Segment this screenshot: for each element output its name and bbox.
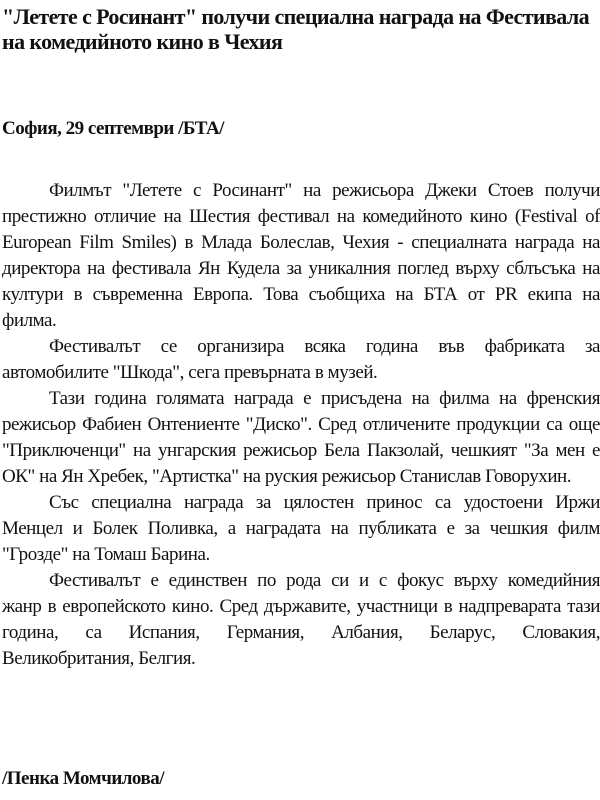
paragraph-line: култури в съвременна Европа. Това съобщиха на БТА от PR екипа на — [2, 284, 600, 305]
paragraph-line: Със специална награда за цялостен принос са удостоени Иржи — [49, 492, 600, 513]
author-signature: /Пенка Момчилова/ — [2, 768, 164, 789]
paragraph-line: Фестивалът е единствен по рода си и с фокус върху комедийния — [49, 570, 600, 591]
paragraph-line: "Гроздe" на Томаш Барина. — [2, 544, 210, 565]
paragraph-line: престижно отличие на Шестия фестивал на комедийното кино (Festival of — [2, 206, 600, 227]
paragraph — [2, 386, 600, 490]
paragraph-line: European Film Smiles) в Млада Болеслав, Чехия - специалната награда на — [2, 232, 600, 253]
paragraph-line: Фестивалът се организира всяка година във фабриката за — [49, 336, 600, 357]
paragraph-line: ОК" на Ян Хребек, "Артистка" на руския режисьор Станислав Говорухин. — [2, 466, 572, 487]
paragraph-line: Менцел и Болек Поливка, а наградата на публиката е за чешкия филм — [2, 518, 600, 539]
article-title — [2, 4, 600, 54]
paragraph — [2, 334, 600, 386]
paragraph-line: Великобритания, Белгия. — [2, 648, 196, 669]
paragraph-line: година, са Испания, Германия, Албания, Беларус, Словакия, — [2, 622, 600, 643]
paragraph-line: "Приключенци" на унгарския режисьор Бела Пакзолай, чешкият "За мен е — [2, 440, 600, 461]
title-line: на комедийното кино в Чехия — [2, 29, 283, 54]
article-body — [2, 178, 600, 672]
paragraph-line: автомобилите "Шкода", сега превърната в музей. — [2, 362, 378, 383]
title-line: "Летете с Росинант" получи специална награда на Фестивала — [2, 4, 590, 29]
paragraph-line: Филмът "Летете с Росинант" на режисьора Джеки Стоев получи — [49, 180, 600, 201]
paragraph-line: режисьор Фабиен Онтениенте "Диско". Сред отличените продукции са още — [2, 414, 600, 435]
paragraph-line: директора на фестивала Ян Кудела за уникалния поглед върху сблъсъка на — [2, 258, 600, 279]
paragraph — [2, 568, 600, 672]
paragraph — [2, 178, 600, 334]
dateline: София, 29 септември /БТА/ — [2, 118, 224, 139]
paragraph-line: жанр в европейското кино. Сред държавите, участници в надпреварата тази — [2, 596, 600, 617]
paragraph-line: Тази година голямата награда е присъдена на филма на френския — [49, 388, 600, 409]
paragraph — [2, 490, 600, 568]
paragraph-line: филма. — [2, 310, 57, 331]
